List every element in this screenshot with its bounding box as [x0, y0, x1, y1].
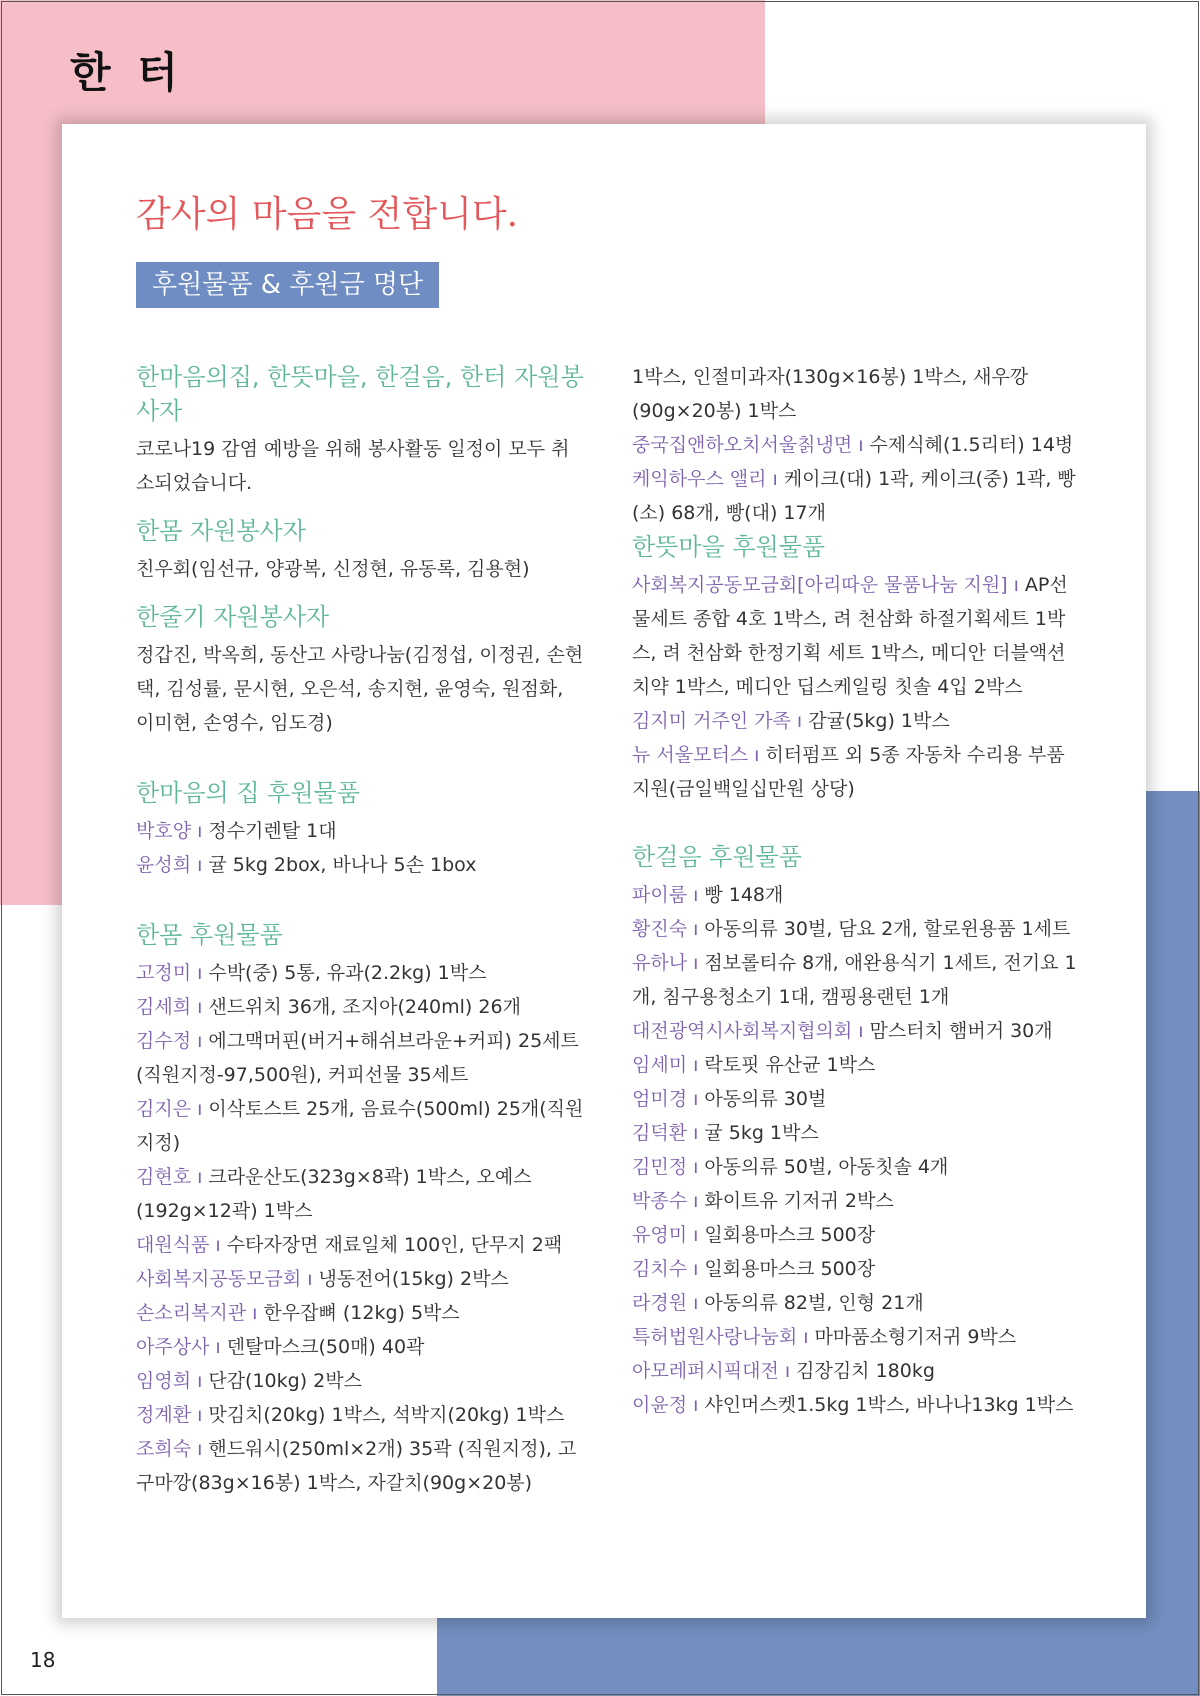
donation-detail: 점보롤티슈 8개, 애완용식기 1세트, 전기요 1개, 침구용청소기 1대, 캠핑용랜턴 1개: [632, 952, 1077, 1008]
donation-detail: 수제식혜(1.5리터) 14병: [869, 434, 1074, 456]
donor-name: 중국집앤하오치서울칡냉면: [632, 434, 853, 456]
separator: ı: [796, 710, 803, 732]
separator: ı: [197, 854, 203, 876]
donor-entry: [136, 1262, 586, 1296]
separator: ı: [197, 1438, 203, 1460]
separator: ı: [858, 1020, 864, 1042]
donation-detail: 빵 148개: [704, 884, 784, 906]
donation-detail: 정수기렌탈 1대: [208, 820, 337, 842]
donor-entry: [632, 946, 1082, 1014]
donor-name: 박종수: [632, 1190, 688, 1212]
donor-entry: [632, 428, 1082, 462]
donor-entry: [136, 1330, 586, 1364]
donor-name: 아모레퍼시픽대전: [632, 1360, 779, 1382]
separator: ı: [197, 1030, 203, 1052]
separator: ı: [197, 1370, 203, 1392]
donation-detail: 크라운산도(323g×8곽) 1박스, 오예스(192g×12곽) 1박스: [136, 1166, 532, 1222]
donor-name: 조희숙: [136, 1438, 192, 1460]
donor-name: 정계환: [136, 1404, 192, 1426]
donor-entry: [632, 1184, 1082, 1218]
separator: ı: [693, 918, 699, 940]
donor-name: 김치수: [632, 1258, 688, 1280]
donor-name: 이윤정: [632, 1394, 688, 1416]
separator: ı: [693, 884, 699, 906]
body-text: 친우회(임선규, 양광복, 신정현, 유동록, 김용현): [136, 558, 530, 580]
category-heading: 한줄기 자원봉사자: [136, 603, 330, 631]
donor-name: 케익하우스 앨리: [632, 468, 767, 490]
donation-detail: 일회용마스크 500장: [704, 1258, 876, 1280]
donor-name: 김민정: [632, 1156, 688, 1178]
donor-name: 윤성희: [136, 854, 192, 876]
donation-detail: 케이크(대) 1곽, 케이크(중) 1곽, 빵(소) 68개, 빵(대) 17개: [632, 468, 1076, 524]
separator: ı: [803, 1326, 809, 1348]
donation-detail: 아동의류 30벌, 담요 2개, 할로윈용품 1세트: [704, 918, 1071, 940]
donor-entry: [136, 1160, 586, 1228]
donation-detail: 수타자장면 재료일체 100인, 단무지 2팩: [226, 1234, 563, 1256]
donation-detail: 샤인머스켓1.5kg 1박스, 바나나13kg 1박스: [704, 1394, 1074, 1416]
separator: ı: [197, 1166, 203, 1188]
donor-name: 유영미: [632, 1224, 688, 1246]
donation-detail: 단감(10kg) 2박스: [208, 1370, 362, 1392]
donor-entry: [632, 1286, 1082, 1320]
donor-entry: [136, 1364, 586, 1398]
separator: ı: [693, 1394, 699, 1416]
separator: ı: [197, 996, 203, 1018]
body-text: 1박스, 인절미과자(130g×16봉) 1박스, 새우깡(90g×20봉) 1박스: [632, 366, 1029, 422]
donor-entry: [136, 1432, 586, 1500]
donation-detail: 샌드위치 36개, 조지아(240ml) 26개: [208, 996, 521, 1018]
separator: ı: [754, 744, 760, 766]
separator: ı: [693, 1122, 699, 1144]
donor-entry: [632, 1150, 1082, 1184]
separator: ı: [693, 1224, 699, 1246]
donation-detail: 맛김치(20kg) 1박스, 석박지(20kg) 1박스: [208, 1404, 565, 1426]
donor-name: 파이룸: [632, 884, 688, 906]
donor-name: 엄미경: [632, 1088, 688, 1110]
donor-name: 뉴 서울모터스: [632, 744, 749, 766]
donation-detail: 귤 5kg 2box, 바나나 5손 1box: [208, 854, 477, 876]
separator: ı: [693, 1190, 699, 1212]
donor-name: 사회복지공동모금회[아리따운 물품나눔 지원]: [632, 574, 1008, 596]
donation-detail: 아동의류 50벌, 아동칫솔 4개: [704, 1156, 949, 1178]
donor-entry: [632, 1218, 1082, 1252]
donation-detail: 히터펌프 외 5종 자동차 수리용 부품지원(금일백일십만원 상당): [632, 744, 1065, 800]
donation-detail: 락토핏 유산균 1박스: [704, 1054, 876, 1076]
donation-detail: 감귤(5kg) 1박스: [808, 710, 950, 732]
donor-entry: [136, 1228, 586, 1262]
donor-name: 김수정: [136, 1030, 192, 1052]
donor-entry: [632, 1388, 1082, 1422]
section-title: 한 터: [70, 48, 184, 97]
donor-name: 김지은: [136, 1098, 192, 1120]
donor-entry: [632, 1116, 1082, 1150]
donation-detail: AP선물세트 종합 4호 1박스, 려 천삼화 하절기획세트 1박스, 려 천삼화 한정기획 세트 1박스, 메디안 더블액션치약 1박스, 메디안 딥스케일링 칫솔 4입 2박스: [632, 574, 1068, 698]
donor-entry: [136, 990, 586, 1024]
donor-entry: [632, 1082, 1082, 1116]
list-banner: 후원물품 & 후원금 명단: [136, 262, 439, 308]
separator: ı: [307, 1268, 313, 1290]
separator: ı: [693, 1054, 699, 1076]
separator: ı: [197, 1098, 203, 1120]
donor-name: 대전광역시사회복지협의회: [632, 1020, 853, 1042]
donor-entry: [632, 568, 1082, 704]
separator: ı: [215, 1234, 221, 1256]
category-heading: 한몸 자원봉사자: [136, 517, 306, 545]
donation-detail: 아동의류 30벌: [704, 1088, 827, 1110]
donor-name: 김덕환: [632, 1122, 688, 1144]
donor-name: 유하나: [632, 952, 688, 974]
donation-detail: 맘스터치 햄버거 30개: [869, 1020, 1053, 1042]
donation-detail: 한우잡뼈 (12kg) 5박스: [263, 1302, 460, 1324]
body-text: 정갑진, 박옥희, 동산고 사랑나눔(김정섭, 이정권, 손현택, 김성률, 문시현, 오은석, 송지현, 윤영숙, 원점화, 이미현, 손영수, 임도경): [136, 644, 584, 734]
left-column: [136, 360, 586, 1500]
category-heading: 한뜻마을 후원물품: [632, 533, 826, 561]
donation-detail: 덴탈마스크(50매) 40곽: [226, 1336, 425, 1358]
separator: ı: [772, 468, 778, 490]
donor-name: 특허법원사랑나눔회: [632, 1326, 798, 1348]
category-heading: 한마음의 집 후원물품: [136, 779, 360, 807]
donor-entry: [136, 848, 586, 882]
donor-name: 임세미: [632, 1054, 688, 1076]
donor-entry: [632, 1252, 1082, 1286]
donation-detail: 수박(중) 5통, 유과(2.2kg) 1박스: [208, 962, 487, 984]
donor-name: 황진숙: [632, 918, 688, 940]
separator: ı: [693, 1258, 699, 1280]
donor-name: 사회복지공동모금회: [136, 1268, 302, 1290]
donor-entry: [632, 1048, 1082, 1082]
donor-name: 라경원: [632, 1292, 688, 1314]
separator: ı: [693, 1156, 699, 1178]
page-heading: 감사의 마음을 전합니다.: [136, 194, 519, 235]
right-column: [632, 360, 1082, 1422]
donor-name: 김세희: [136, 996, 192, 1018]
category-heading: 한걸음 후원물품: [632, 843, 802, 871]
category-heading: 한마음의집, 한뜻마을, 한걸음, 한터 자원봉사자: [136, 363, 584, 425]
donor-entry: [136, 814, 586, 848]
page-number: 18: [30, 1648, 56, 1672]
separator: ı: [252, 1302, 258, 1324]
donation-detail: 김장김치 180kg: [796, 1360, 935, 1382]
body-text: 코로나19 감염 예방을 위해 봉사활동 일정이 모두 취소되었습니다.: [136, 438, 570, 494]
donor-name: 박호양: [136, 820, 192, 842]
separator: ı: [693, 952, 699, 974]
separator: ı: [858, 434, 864, 456]
donation-detail: 핸드워시(250ml×2개) 35곽 (직원지정), 고구마깡(83g×16봉) 1박스, 자갈치(90g×20봉): [136, 1438, 577, 1494]
donation-detail: 일회용마스크 500장: [704, 1224, 876, 1246]
donor-entry: [632, 704, 1082, 738]
donation-detail: 이삭토스트 25개, 음료수(500ml) 25개(직원지정): [136, 1098, 584, 1154]
separator: ı: [215, 1336, 221, 1358]
donor-entry: [632, 738, 1082, 806]
donor-name: 손소리복지관: [136, 1302, 247, 1324]
separator: ı: [1013, 574, 1019, 596]
donor-entry: [632, 1014, 1082, 1048]
donor-entry: [632, 1320, 1082, 1354]
donation-detail: 아동의류 82벌, 인형 21개: [704, 1292, 924, 1314]
donor-name: 김현호: [136, 1166, 192, 1188]
donor-entry: [136, 956, 586, 990]
donation-detail: 에그맥머핀(버거+해쉬브라운+커피) 25세트(직원지정-97,500원), 커피선물 35세트: [136, 1030, 579, 1086]
category-heading: 한몸 후원물품: [136, 921, 283, 949]
donor-entry: [136, 1398, 586, 1432]
donor-name: 김지미 거주인 가족: [632, 710, 791, 732]
separator: ı: [693, 1088, 699, 1110]
separator: ı: [197, 1404, 203, 1426]
donor-entry: [632, 912, 1082, 946]
donation-detail: 마마품소형기저귀 9박스: [814, 1326, 1017, 1348]
separator: ı: [693, 1292, 699, 1314]
donor-entry: [136, 1092, 586, 1160]
donor-entry: [632, 1354, 1082, 1388]
separator: ı: [197, 820, 203, 842]
donor-name: 고정미: [136, 962, 192, 984]
donor-entry: [632, 462, 1082, 530]
donor-name: 대원식품: [136, 1234, 210, 1256]
donation-detail: 귤 5kg 1박스: [704, 1122, 819, 1144]
donor-name: 아주상사: [136, 1336, 210, 1358]
donor-entry: [632, 878, 1082, 912]
separator: ı: [197, 962, 203, 984]
donor-entry: [136, 1296, 586, 1330]
donor-entry: [136, 1024, 586, 1092]
donation-detail: 냉동전어(15kg) 2박스: [318, 1268, 509, 1290]
separator: ı: [784, 1360, 791, 1382]
donation-detail: 화이트유 기저귀 2박스: [704, 1190, 894, 1212]
donor-name: 임영희: [136, 1370, 192, 1392]
